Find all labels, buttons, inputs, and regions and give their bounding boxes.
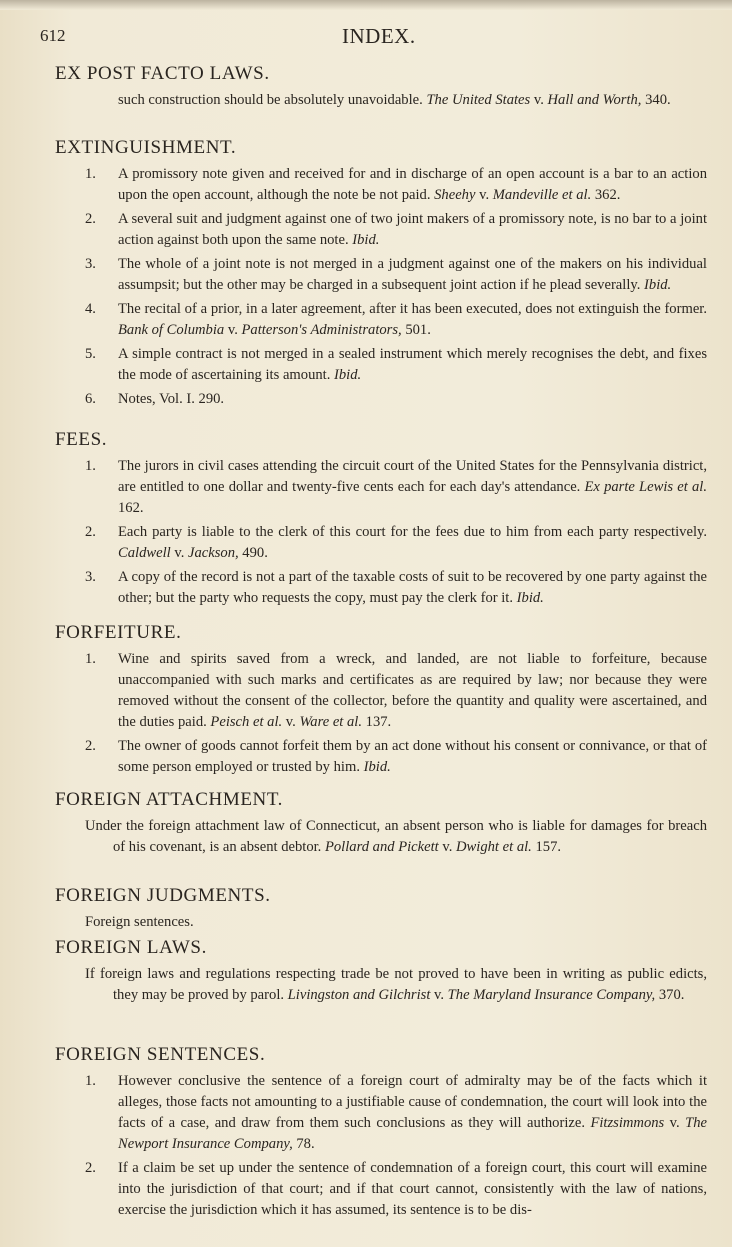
index-entry xyxy=(55,254,707,296)
entry-number: 2. xyxy=(85,524,96,540)
page-number: 612 xyxy=(40,26,66,45)
case-citation: Ibid. xyxy=(334,367,362,383)
index-section xyxy=(55,1043,707,1224)
entry-text: A several suit and judgment against one of two joint makers of a promissory note, is no bar to a joint action against both upon the same note. xyxy=(118,211,707,248)
entry-text: The owner of goods cannot forfeit them by an act done without his consent or connivance, or that of some person employed or trusted by him. xyxy=(118,738,707,775)
case-citation: Sheehy xyxy=(434,187,476,203)
index-entry xyxy=(55,522,707,564)
entry-number: 3. xyxy=(85,256,96,272)
entry-text: The jurors in civil cases attending the circuit court of the United States for the Pennsylvania district, are entitled to one dollar and twenty-five cents each for each day's attendance. xyxy=(118,458,707,495)
entry-text: 370. xyxy=(655,987,685,1003)
index-section xyxy=(55,62,707,114)
case-citation: The Newport Insurance Company, xyxy=(118,1115,707,1152)
entry-text: 490. xyxy=(238,545,268,561)
index-entry xyxy=(55,816,707,858)
case-citation: The United States xyxy=(426,92,531,108)
entry-text: The whole of a joint note is not merged in a judgment against one of the makers on his individual assumpsit; but the other may be charged in a subsequent joint action if he plead severally. xyxy=(118,256,707,293)
entry-text: The recital of a prior, in a later agreement, after it has been executed, does not extinguish the former. xyxy=(118,301,707,317)
index-entry xyxy=(55,299,707,341)
entry-number: 2. xyxy=(85,738,96,754)
entry-number: 2. xyxy=(85,1160,96,1176)
section-heading: FOREIGN JUDGMENTS. xyxy=(55,885,271,906)
case-citation: Ibid. xyxy=(644,277,672,293)
case-citation: Ibid. xyxy=(516,590,544,606)
index-section xyxy=(55,884,707,936)
case-citation: Pollard and Pickett xyxy=(324,839,439,855)
entry-number: 3. xyxy=(85,569,96,585)
entry-text: If a claim be set up under the sentence of condemnation of a foreign court, this court will examine into the jurisdiction of that court; and if that court cannot, consistently with the law of nations, exercise the jurisdiction which it has assumed, its sentence is to be dis- xyxy=(118,1160,707,1218)
index-entry xyxy=(55,1071,707,1155)
entry-text: 78. xyxy=(292,1136,315,1152)
entry-number: 1. xyxy=(85,1073,96,1089)
entry-text: If foreign laws and regulations respecting trade be not proved to have been in writing as public edicts, they may be proved by parol. xyxy=(85,966,707,1003)
case-citation: Ibid. xyxy=(352,232,380,248)
entry-text: 162. xyxy=(118,500,144,516)
entry-text: Each party is liable to the clerk of this court for the fees due to him from each party respectively. xyxy=(118,524,707,540)
case-citation: Bank of Columbia xyxy=(118,322,225,338)
entry-text: 362. xyxy=(591,187,621,203)
entry-number: 1. xyxy=(85,651,96,667)
index-entry xyxy=(55,649,707,733)
entry-number: 5. xyxy=(85,346,96,362)
case-citation: The Maryland Insurance Company, xyxy=(447,987,656,1003)
case-citation: Fitzsimmons xyxy=(590,1115,665,1131)
case-citation: Ibid. xyxy=(363,759,391,775)
entry-number: 1. xyxy=(85,166,96,182)
case-citation: Jackson, xyxy=(188,545,239,561)
case-citation: Ex parte Lewis et al. xyxy=(584,479,707,495)
case-citation: Hall and Worth, xyxy=(547,92,642,108)
entry-number: 6. xyxy=(85,391,96,407)
case-citation: Patterson's Administrators, xyxy=(241,322,402,338)
index-entry xyxy=(55,964,707,1006)
case-citation: Mandeville et al. xyxy=(492,187,592,203)
entry-number: 2. xyxy=(85,211,96,227)
index-section xyxy=(55,936,707,1009)
entry-text: v. xyxy=(224,322,242,338)
index-section xyxy=(55,788,707,861)
entry-text: v. xyxy=(430,987,448,1003)
entry-text: A copy of the record is not a part of the taxable costs of suit to be recovered by one party against the other; but the party who requests the copy, must pay the clerk for it. xyxy=(118,569,707,606)
entry-text: v. xyxy=(475,187,493,203)
entry-text: v. xyxy=(170,545,188,561)
case-citation: Livingston and Gilchrist xyxy=(287,987,431,1003)
entry-text: v. xyxy=(282,714,300,730)
index-section xyxy=(55,621,707,781)
entry-text: A simple contract is not merged in a sealed instrument which merely recognises the debt, and fixes the mode of ascertaining its amount. xyxy=(118,346,707,383)
index-entry xyxy=(55,164,707,206)
section-heading: EX POST FACTO LAWS. xyxy=(55,63,270,84)
section-heading: EXTINGUISHMENT. xyxy=(55,137,237,158)
index-entry xyxy=(55,209,707,251)
entry-text: v. xyxy=(530,92,548,108)
entry-number: 1. xyxy=(85,458,96,474)
entry-text: Foreign sentences. xyxy=(85,914,194,930)
entry-text: 137. xyxy=(362,714,392,730)
case-citation: Ware et al. xyxy=(299,714,363,730)
entry-text: 340. xyxy=(641,92,671,108)
case-citation: Peisch et al. xyxy=(210,714,283,730)
entry-text: v. xyxy=(438,839,457,855)
entry-text: such construction should be absolutely unavoidable. xyxy=(118,92,427,108)
index-entry xyxy=(55,456,707,519)
section-heading: FORFEITURE. xyxy=(55,622,182,643)
entry-text: v. xyxy=(664,1115,686,1131)
index-entry xyxy=(55,912,707,933)
entry-text: 501. xyxy=(401,322,431,338)
page-edge-shadow xyxy=(0,0,732,10)
index-entry xyxy=(55,1158,707,1221)
section-heading: FOREIGN SENTENCES. xyxy=(55,1044,266,1065)
running-head: INDEX. xyxy=(342,24,416,48)
entry-text: Notes, Vol. I. 290. xyxy=(118,391,225,407)
index-entry xyxy=(55,344,707,386)
index-entry xyxy=(55,90,707,111)
index-entry xyxy=(55,736,707,778)
section-heading: FOREIGN ATTACHMENT. xyxy=(55,789,284,810)
case-citation: Dwight et al. xyxy=(456,839,532,855)
entry-text: A promissory note given and received for and in discharge of an open account is a bar to an action upon the open account, although the note be not paid. xyxy=(118,166,707,203)
entry-text: However conclusive the sentence of a foreign court of admiralty may be of the facts which it alleges, those facts not amounting to a justifiable cause of condemnation, the court will look into the facts of a case, and draw from them such conclusions as they will authorize. xyxy=(118,1073,707,1131)
entry-text: Wine and spirits saved from a wreck, and landed, are not liable to forfeiture, because unaccompanied with such marks and certificates as are required by law; nor because they were removed without the consent of the collector, before the quantity and quality were ascertained, and the duties paid. xyxy=(118,651,707,730)
case-citation: Caldwell xyxy=(118,545,171,561)
entry-text: 157. xyxy=(531,839,562,855)
index-entry xyxy=(55,567,707,609)
section-heading: FOREIGN LAWS. xyxy=(55,937,207,958)
index-section xyxy=(55,136,707,413)
index-entry xyxy=(55,389,707,410)
entry-text: Under the foreign attachment law of Connecticut, an absent person who is liable for damages for breach of his covenant, is an absent debtor. xyxy=(85,818,707,855)
index-section xyxy=(55,428,707,612)
section-heading: FEES. xyxy=(55,429,108,450)
entry-number: 4. xyxy=(85,301,96,317)
